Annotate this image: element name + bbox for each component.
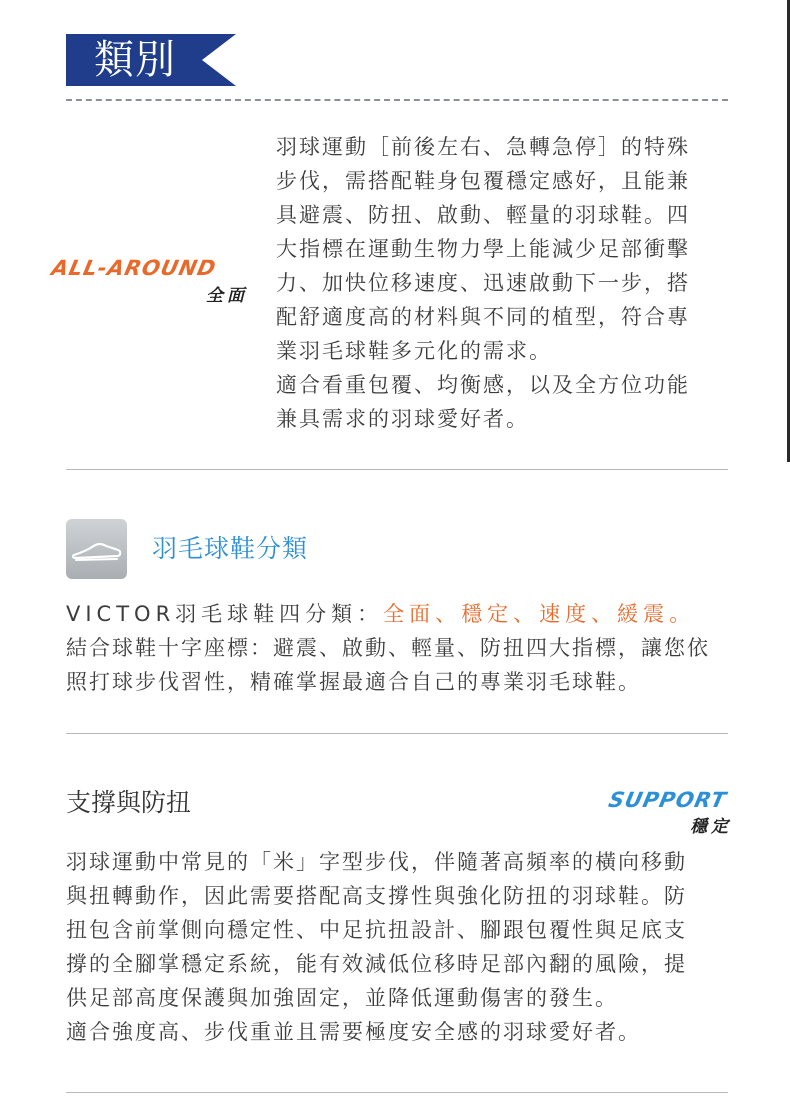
- support-description: [66, 845, 732, 1049]
- intro-highlight: 全面、穩定、速度、緩震。: [383, 602, 696, 626]
- all-around-logo-word: ALL-AROUND: [49, 256, 219, 280]
- text-line: 供足部高度保護與加強固定，並降低運動傷害的發生。: [66, 986, 618, 1010]
- text-line: 羽球運動［前後左右、急轉急停］的特殊: [276, 135, 690, 159]
- category-intro: [66, 597, 732, 699]
- text-line: 適合看重包覆、均衡感，以及全方位功能: [276, 373, 690, 397]
- category-title: 羽毛球鞋分類: [152, 534, 309, 563]
- support-title: 支撐與防扭: [66, 788, 192, 817]
- shoe-glyph: [66, 519, 127, 579]
- all-around-logo-sub: 全面: [206, 286, 248, 306]
- text-line: 具避震、防扭、啟動、輕量的羽球鞋。四: [276, 203, 690, 227]
- text-line: 步伐，需搭配鞋身包覆穩定感好，且能兼: [276, 169, 690, 193]
- support-logo-word: SUPPORT: [606, 788, 729, 812]
- text-line: 照打球步伐習性，精確掌握最適合自己的專業羽毛球鞋。: [66, 670, 641, 694]
- section-divider: [66, 733, 728, 734]
- support-logo: [548, 788, 732, 836]
- text-line: 業羽毛球鞋多元化的需求。: [276, 339, 552, 363]
- text-line: 與扭轉動作，因此需要搭配高支撐性與強化防扭的羽球鞋。防: [66, 884, 687, 908]
- intro-prefix: VICTOR羽毛球鞋四分類：: [66, 602, 384, 626]
- section-divider: [66, 469, 728, 470]
- text-line: 力、加快位移速度、迅速啟動下一步，搭: [276, 271, 690, 295]
- text-line: 大指標在運動生物力學上能減少足部衝擊: [276, 237, 690, 261]
- text-line: 兼具需求的羽球愛好者。: [276, 407, 529, 431]
- text-line: 適合強度高、步伐重並且需要極度安全感的羽球愛好者。: [66, 1020, 641, 1044]
- category-tag: [66, 34, 236, 86]
- intro-first-line: [66, 597, 732, 631]
- text-line: 羽球運動中常見的「米」字型步伐，伴隨著高頻率的橫向移動: [66, 850, 687, 874]
- dashed-divider: [66, 99, 728, 101]
- all-around-logo: [49, 256, 248, 306]
- tag-label: 類別: [94, 37, 176, 83]
- all-around-description: [276, 130, 732, 436]
- text-line: 撐的全腳掌穩定系統，能有效減低位移時足部內翻的風險，提: [66, 952, 687, 976]
- section-divider: [66, 1092, 728, 1093]
- support-logo-sub: 穩定: [690, 817, 732, 837]
- text-line: 配舒適度高的材料與不同的植型，符合專: [276, 305, 690, 329]
- shoe-icon: [66, 519, 127, 579]
- text-line: 扭包含前掌側向穩定性、中足抗扭設計、腳跟包覆性與足底支: [66, 918, 687, 942]
- text-line: 結合球鞋十字座標：避震、啟動、輕量、防扭四大指標，讓您依: [66, 636, 710, 660]
